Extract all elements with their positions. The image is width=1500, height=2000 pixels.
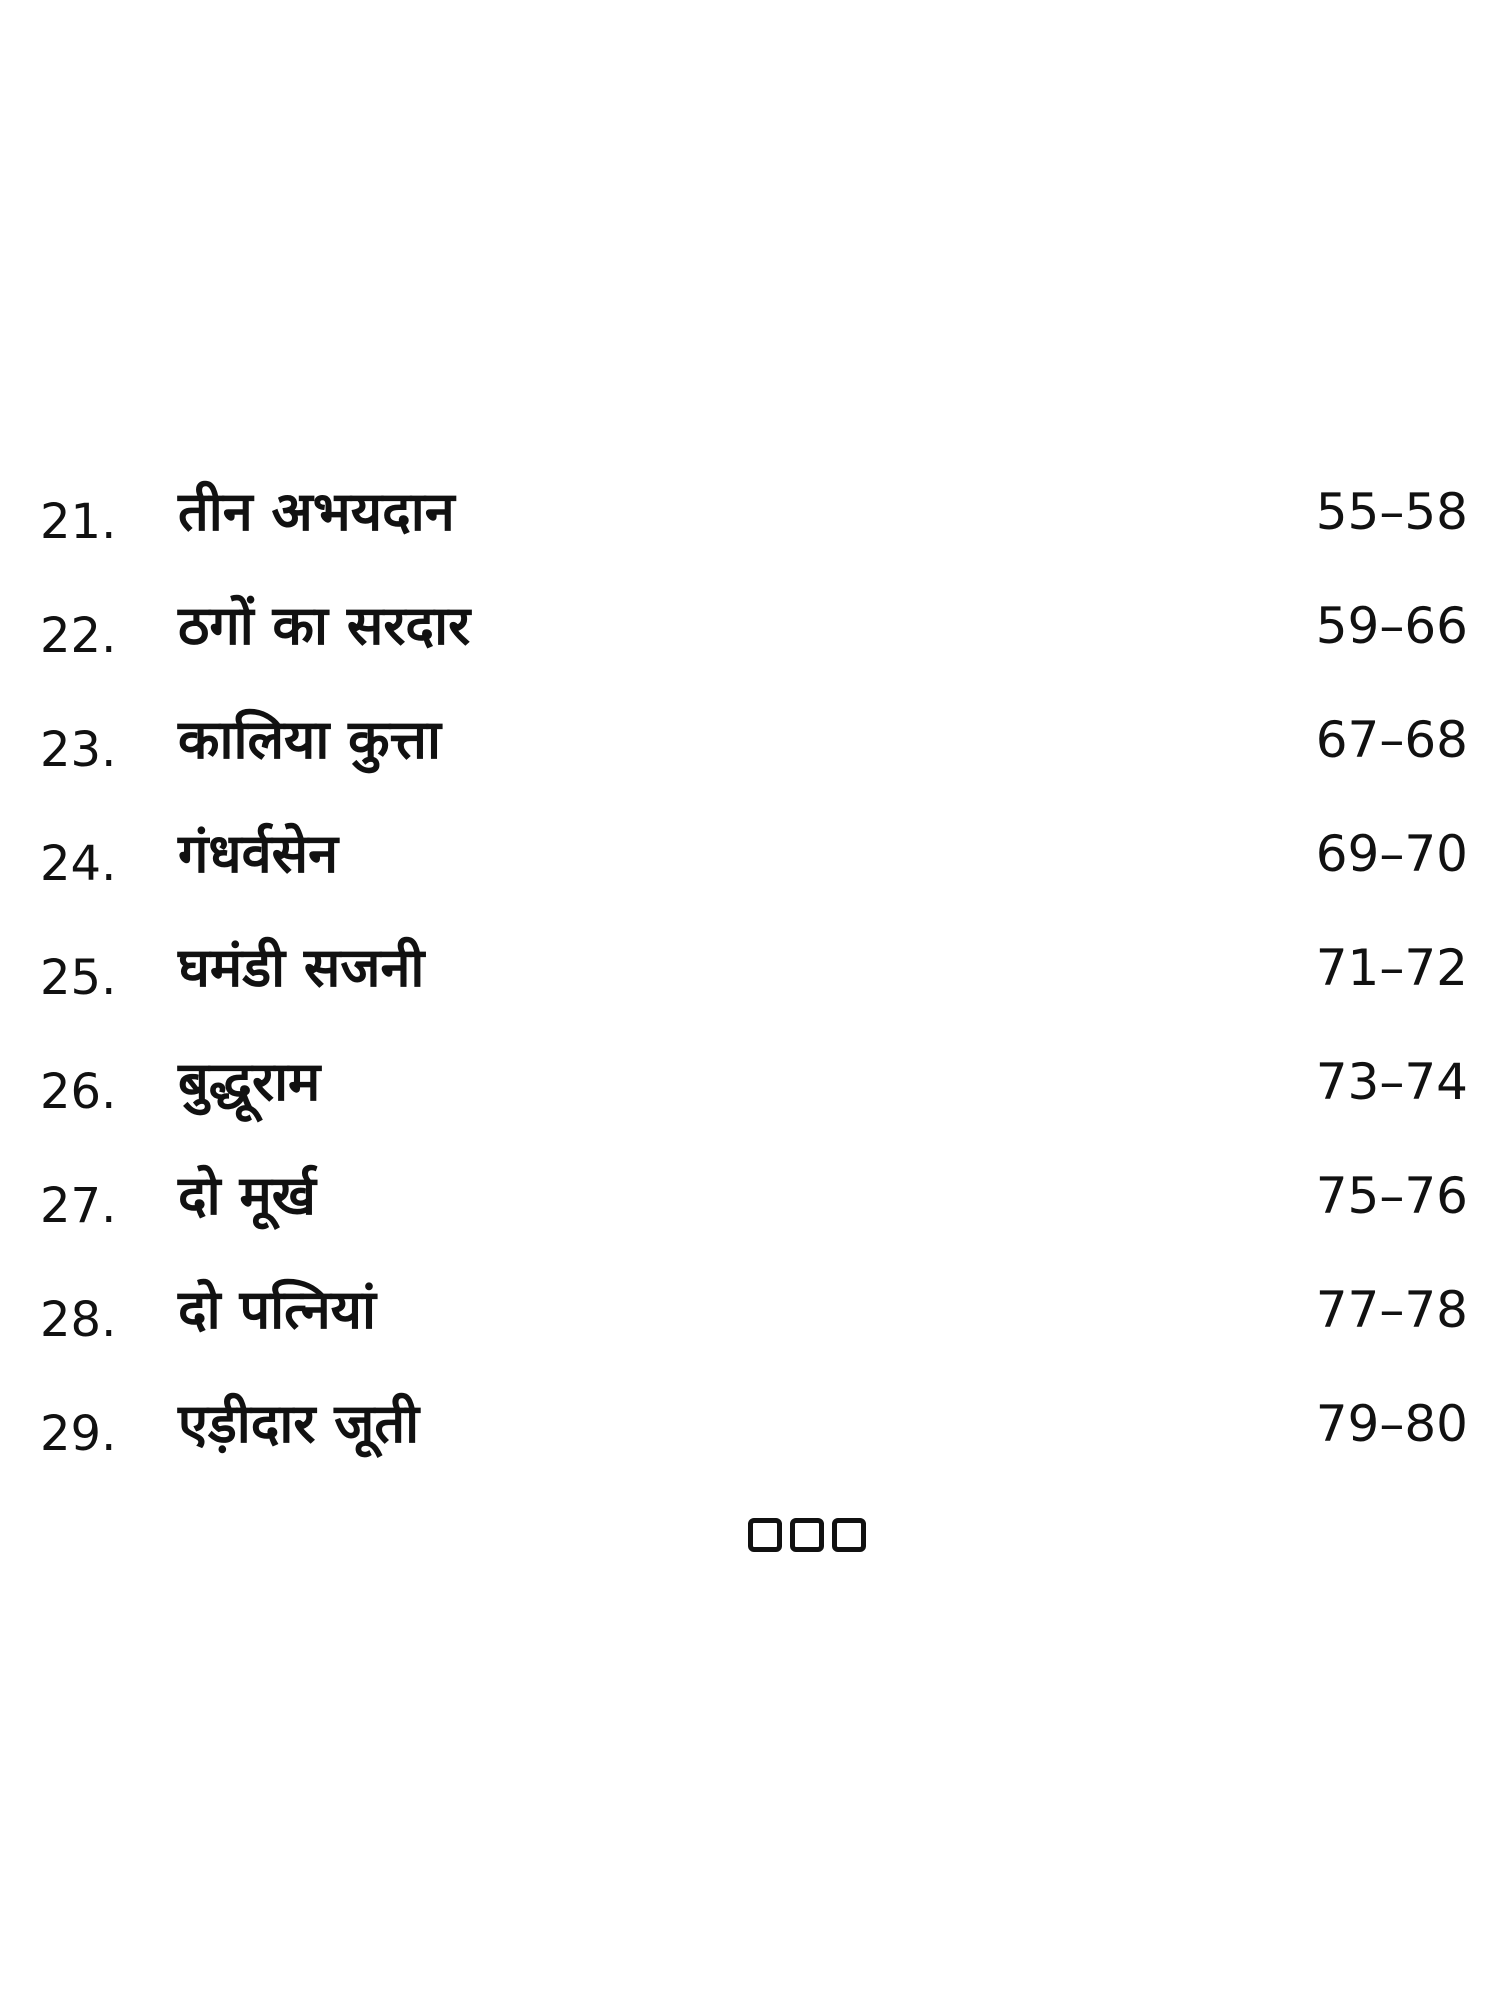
table-of-contents: [0, 455, 1500, 1481]
entry-number: 24.: [40, 836, 117, 892]
entry-number: 29.: [40, 1406, 117, 1462]
toc-entry: [0, 797, 1500, 911]
entry-number: 23.: [40, 722, 117, 778]
square-ornament-icon: [832, 1518, 866, 1552]
toc-entry: [0, 683, 1500, 797]
toc-entry: [0, 569, 1500, 683]
entry-pages: 67–68: [1315, 711, 1468, 769]
square-ornament-icon: [748, 1518, 782, 1552]
entry-title: एड़ीदार जूती: [178, 1392, 420, 1455]
entry-pages: 55–58: [1315, 483, 1468, 541]
toc-entry: [0, 455, 1500, 569]
entry-title: घमंडी सजनी: [178, 936, 425, 999]
entry-title: बुद्धूराम: [178, 1050, 321, 1113]
entry-number: 22.: [40, 608, 117, 664]
entry-title: गंधर्वसेन: [178, 822, 339, 885]
entry-title: कालिया कुत्ता: [178, 708, 441, 771]
entry-title: दो मूर्ख: [178, 1164, 316, 1227]
entry-pages: 73–74: [1315, 1053, 1468, 1111]
end-of-section-marker: [748, 1518, 866, 1552]
entry-number: 26.: [40, 1064, 117, 1120]
square-ornament-icon: [790, 1518, 824, 1552]
entry-pages: 59–66: [1315, 597, 1468, 655]
entry-pages: 69–70: [1315, 825, 1468, 883]
toc-entry: [0, 1139, 1500, 1253]
entry-pages: 71–72: [1315, 939, 1468, 997]
entry-number: 21.: [40, 494, 117, 550]
entry-number: 27.: [40, 1178, 117, 1234]
entry-title: तीन अभयदान: [178, 480, 455, 543]
entry-title: दो पत्नियां: [178, 1278, 376, 1341]
toc-entry: [0, 1253, 1500, 1367]
toc-entry: [0, 1367, 1500, 1481]
entry-number: 28.: [40, 1292, 117, 1348]
entry-number: 25.: [40, 950, 117, 1006]
entry-pages: 77–78: [1315, 1281, 1468, 1339]
entry-title: ठगों का सरदार: [178, 594, 471, 657]
entry-pages: 79–80: [1315, 1395, 1468, 1453]
entry-pages: 75–76: [1315, 1167, 1468, 1225]
toc-entry: [0, 1025, 1500, 1139]
toc-entry: [0, 911, 1500, 1025]
